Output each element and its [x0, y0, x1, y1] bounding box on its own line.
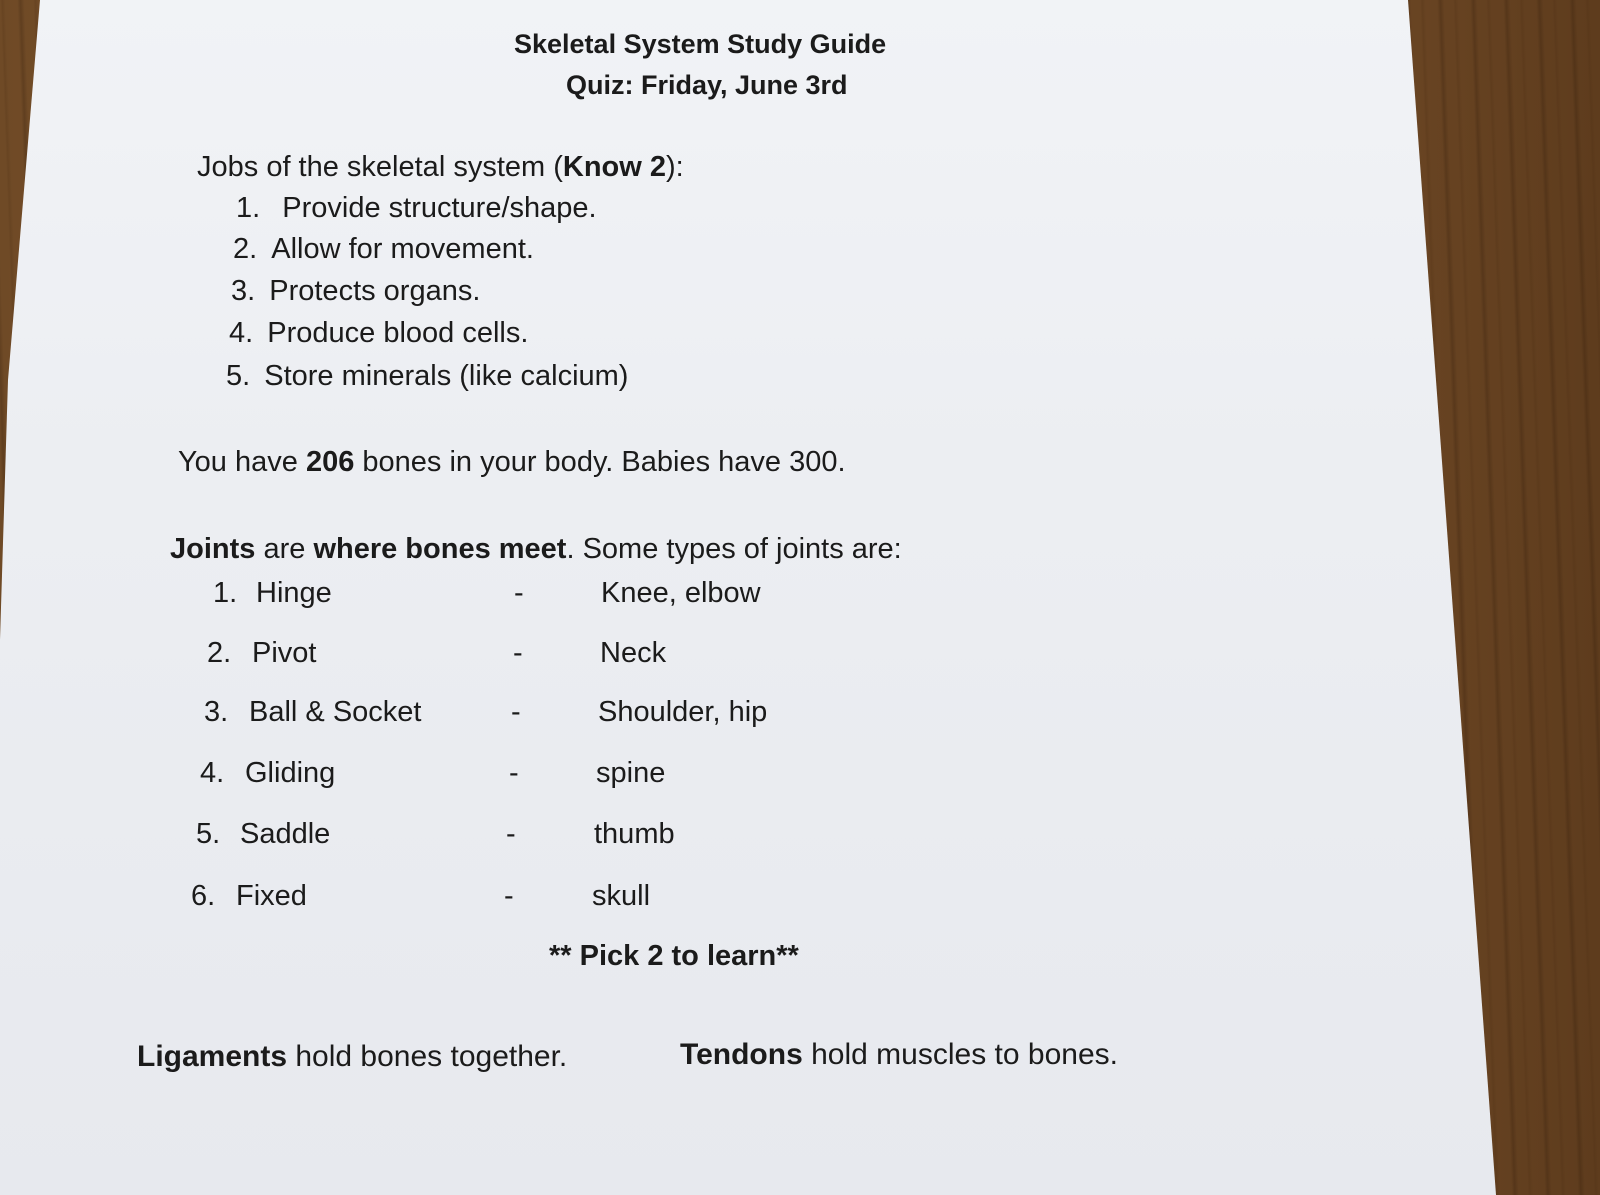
- quiz-date: Quiz: Friday, June 3rd: [566, 70, 848, 100]
- list-text: Produce blood cells.: [267, 317, 529, 349]
- joint-type: Hinge: [256, 577, 332, 609]
- joint-example: Neck: [600, 637, 667, 669]
- list-number: 2.: [233, 233, 258, 265]
- jobs-list-item: [233, 235, 534, 264]
- list-text: Protects organs.: [269, 275, 481, 307]
- pick-two-note: ** Pick 2 to learn**: [549, 940, 799, 972]
- joint-example: Shoulder, hip: [598, 696, 768, 728]
- jobs-heading-emphasis: Know 2: [562, 151, 666, 183]
- jobs-list-item: [231, 277, 480, 306]
- page-title: Skeletal System Study Guide: [514, 29, 887, 59]
- ligaments-text: hold bones together.: [287, 1040, 568, 1073]
- joint-type: Fixed: [236, 880, 307, 912]
- joint-number: 5.: [196, 818, 221, 850]
- joint-dash: -: [514, 577, 524, 609]
- joint-number: 3.: [204, 696, 229, 728]
- joint-dash: -: [509, 757, 519, 789]
- ligaments-term: Ligaments: [137, 1040, 288, 1073]
- joint-type: Saddle: [240, 818, 331, 850]
- joint-number: 4.: [200, 757, 225, 789]
- joints-intro-text: are: [255, 533, 314, 565]
- joint-dash: -: [504, 880, 514, 912]
- tendons-note: [680, 1040, 1118, 1070]
- joint-type: Pivot: [252, 637, 317, 669]
- jobs-list-item: [229, 319, 528, 348]
- joint-dash: -: [506, 818, 516, 850]
- list-number: 4.: [229, 317, 254, 349]
- joint-number: 6.: [191, 880, 216, 912]
- jobs-heading-prefix: Jobs of the skeletal system (: [197, 151, 563, 183]
- joint-type: Gliding: [245, 757, 336, 789]
- joint-example: spine: [596, 757, 666, 789]
- bone-count-prefix: You have: [178, 446, 306, 478]
- joint-example: thumb: [594, 818, 675, 850]
- joint-example: skull: [592, 880, 651, 912]
- bone-count-number: 206: [305, 446, 355, 478]
- jobs-list-item: [236, 194, 597, 223]
- joint-number: 2.: [207, 637, 232, 669]
- jobs-list-item: [226, 362, 628, 391]
- list-number: 5.: [226, 360, 251, 392]
- ligaments-note: [137, 1042, 567, 1072]
- list-text: Allow for movement.: [271, 233, 534, 265]
- list-number: 3.: [231, 275, 256, 307]
- joints-term: Joints: [170, 533, 256, 565]
- joints-definition: where bones meet: [313, 533, 567, 565]
- bone-count-text: [178, 448, 846, 477]
- tendons-text: hold muscles to bones.: [802, 1038, 1118, 1071]
- joint-dash: -: [513, 637, 523, 669]
- joint-number: 1.: [213, 577, 238, 609]
- joint-dash: -: [511, 696, 521, 728]
- joint-type: Ball & Socket: [249, 696, 422, 728]
- list-text: Store minerals (like calcium): [264, 360, 629, 392]
- joints-intro-tail: . Some types of joints are:: [566, 533, 902, 565]
- jobs-heading-suffix: ):: [666, 151, 684, 183]
- jobs-heading: [197, 153, 684, 182]
- bone-count-suffix: bones in your body. Babies have 300.: [354, 446, 846, 478]
- joint-example: Knee, elbow: [601, 577, 761, 609]
- tendons-term: Tendons: [680, 1038, 803, 1071]
- list-text: Provide structure/shape.: [282, 192, 597, 224]
- joints-intro: [170, 535, 902, 564]
- list-number: 1.: [236, 192, 261, 224]
